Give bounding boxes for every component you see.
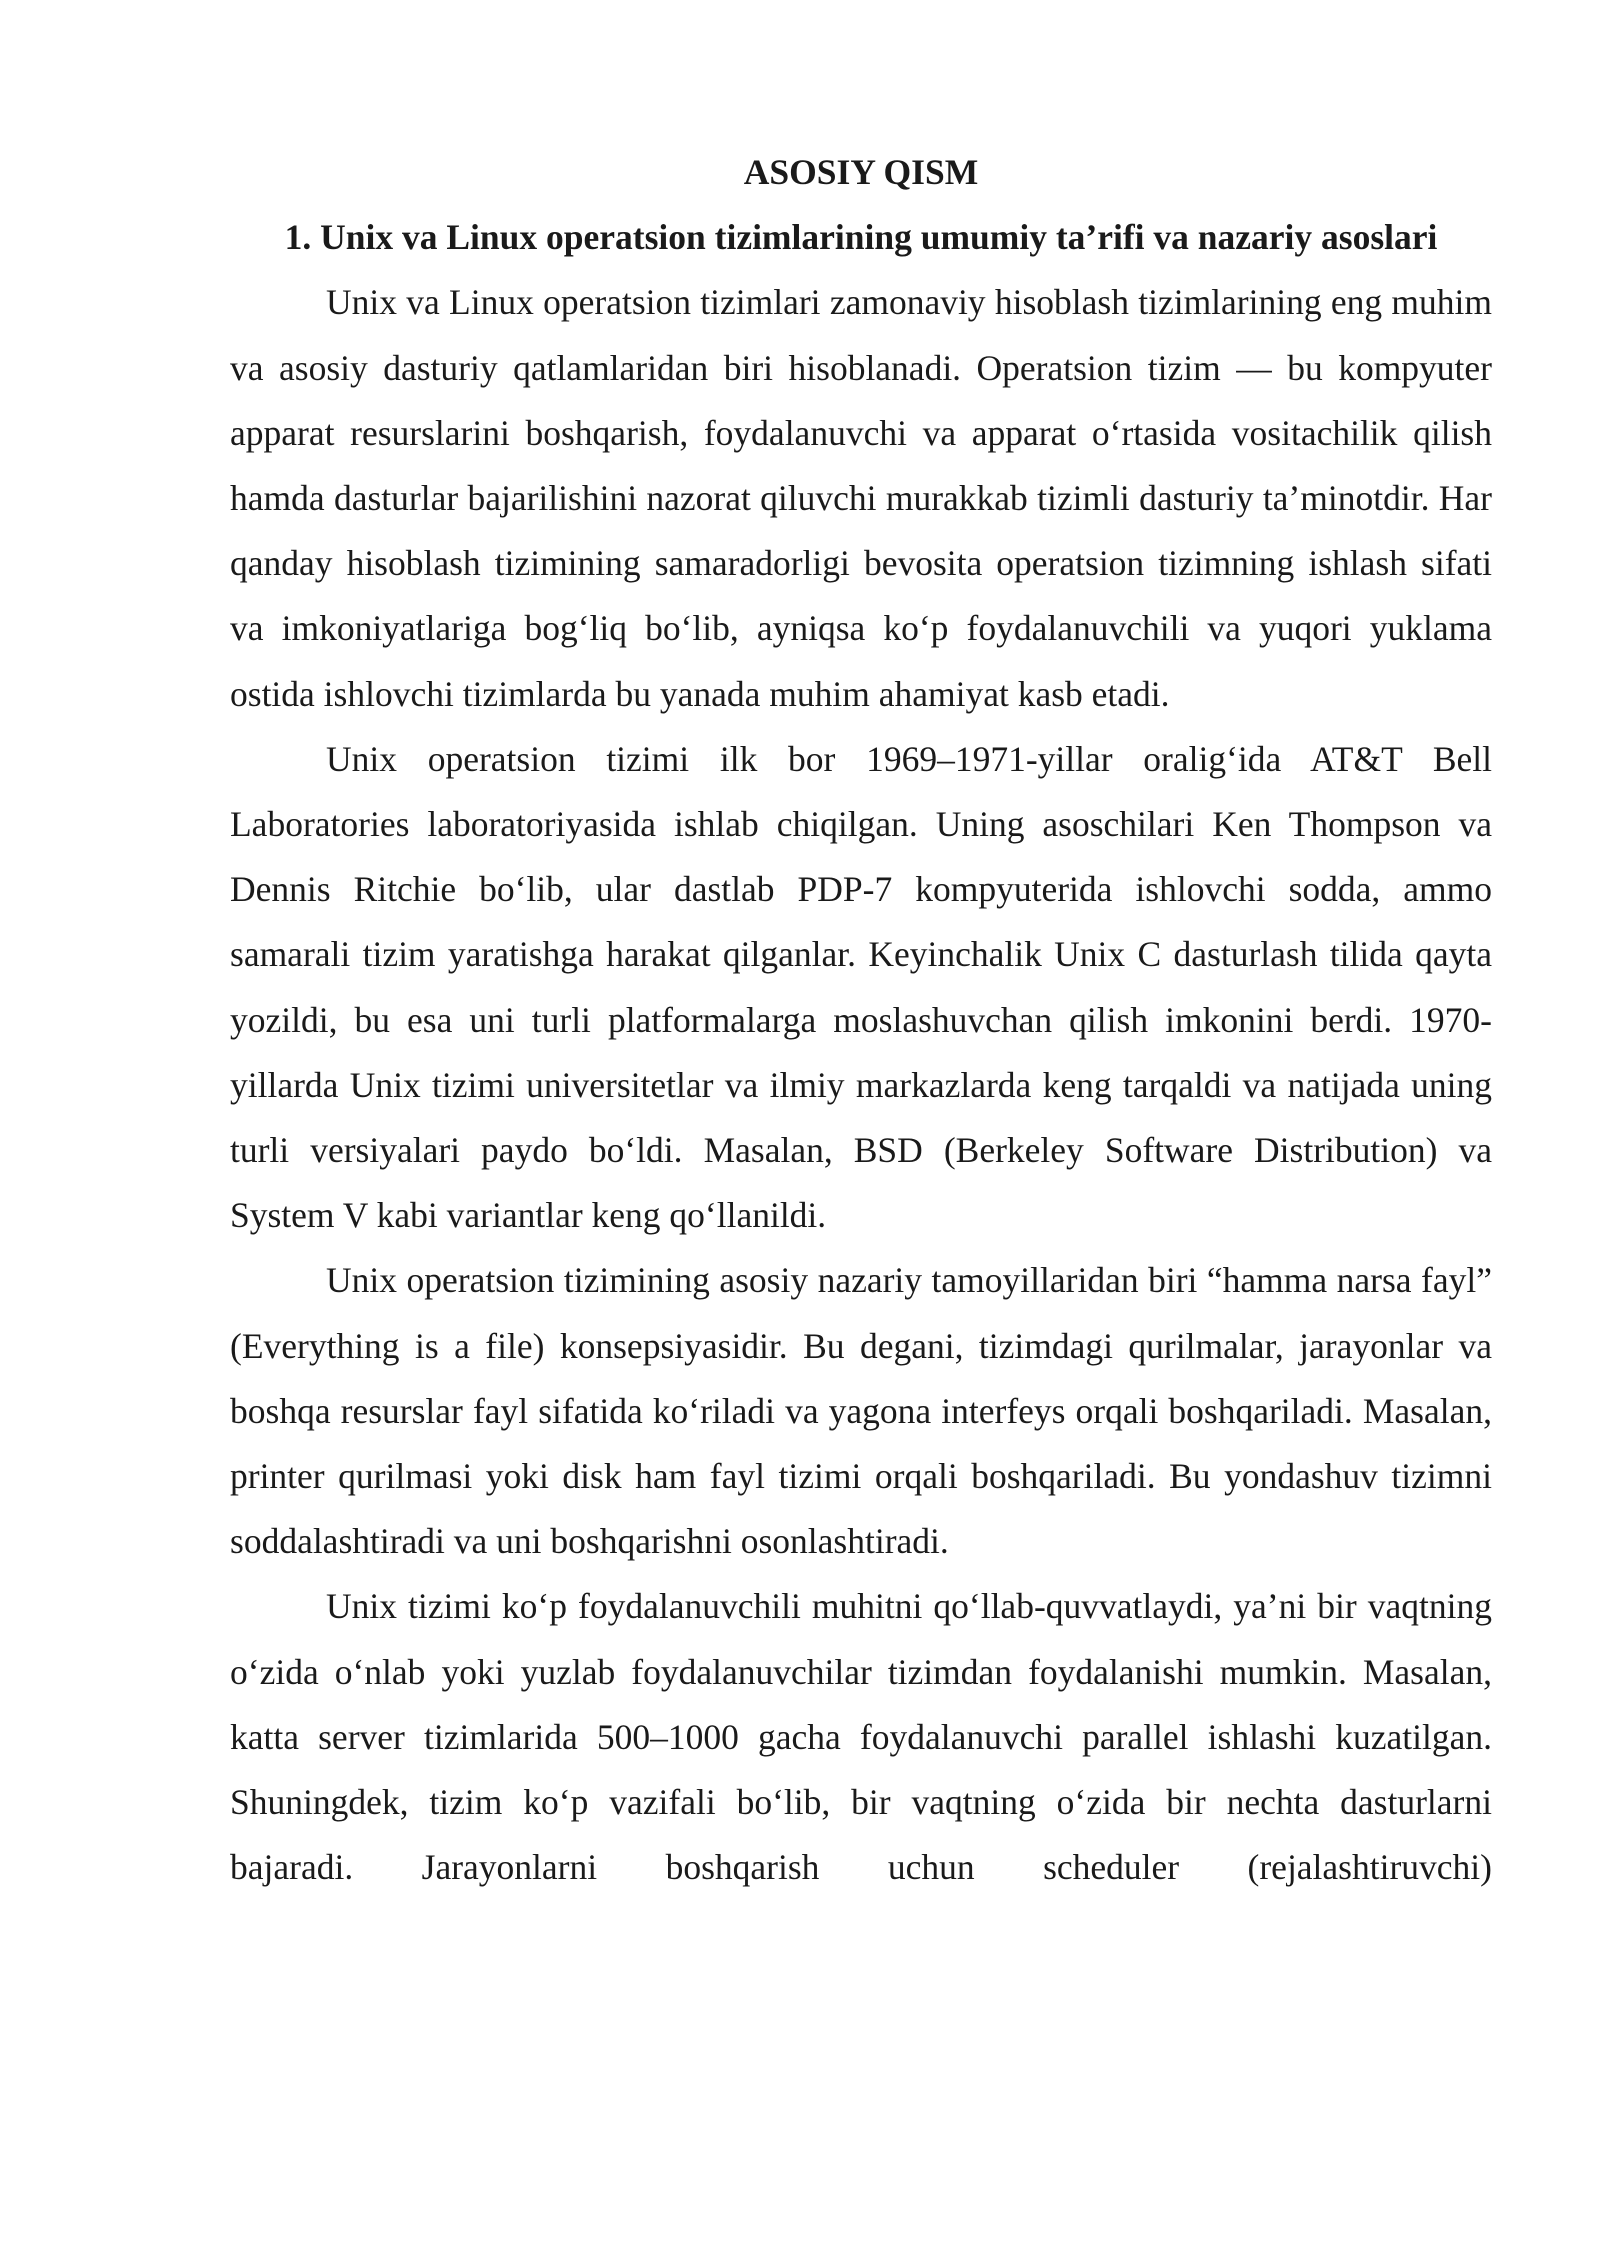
main-heading: ASOSIY QISM [743, 152, 979, 192]
paragraph-2: Unix operatsion tizimi ilk bor 1969–1971-yillar oralig‘ida AT&T Bell Laboratories laboratoriyasida ishlab chiqilgan. Uning asoschilari Ken Thompson va Dennis Ritchie bo‘lib, ular dastlab PDP-7 kompyuterida ishlovchi sodda, ammo samarali tizim yaratishga harakat qilganlar. Keyinchalik Unix C dasturlash tilida qayta yozildi, bu esa uni turli platformalarga moslashuvchan qilish imkonini berdi. 1970-yillarda Unix tizimi universitetlar va ilmiy markazlarda keng tarqaldi va natijada uning turli versiyalari paydo bo‘ldi. Masalan, BSD (Berkeley Software Distribution) va System V kabi variantlar keng qo‘llanildi. [230, 738, 1492, 1236]
document-page [230, 140, 1492, 1900]
section-title: 1. Unix va Linux operatsion tizimlarining umumiy ta’rifi va nazariy asoslari [284, 217, 1438, 258]
paragraph-4: Unix tizimi ko‘p foydalanuvchili muhitni qo‘llab-quvvatlaydi, ya’ni bir vaqtning o‘zida o‘nlab yoki yuzlab foydalanuvchilar tizimdan foydalanishi mumkin. Masalan, katta server tizimlarida 500–1000 gacha foydalanuvchi parallel ishlashi kuzatilgan. Shuningdek, tizim ko‘p vazifali bo‘lib, bir vaqtning o‘zida bir nechta dasturlarni bajaradi. Jarayonlarni boshqarish uchun scheduler (rejalashtiruvchi) [230, 1586, 1492, 1888]
paragraph-1: Unix va Linux operatsion tizimlari zamonaviy hisoblash tizimlarining eng muhim va asosiy dasturiy qatlamlaridan biri hisoblanadi. Operatsion tizim — bu kompyuter apparat resurslarini boshqarish, foydalanuvchi va apparat o‘rtasida vositachilik qilish hamda dasturlar bajarilishini nazorat qiluvchi murakkab tizimli dasturiy ta’minotdir. Har qanday hisoblash tizimining samaradorligi bevosita operatsion tizimning ishlash sifati va imkoniyatlariga bog‘liq bo‘lib, ayniqsa ko‘p foydalanuvchili va yuqori yuklama ostida ishlovchi tizimlarda bu yanada muhim ahamiyat kasb etadi. [230, 282, 1492, 714]
paragraph-3: Unix operatsion tizimining asosiy nazariy tamoyillaridan biri “hamma narsa fayl” (Everything is a file) konsepsiyasidir. Bu degani, tizimdagi qurilmalar, jarayonlar va boshqa resurslar fayl sifatida ko‘riladi va yagona interfeys orqali boshqariladi. Masalan, printer qurilmasi yoki disk ham fayl tizimi orqali boshqariladi. Bu yondashuv tizimni soddalashtiradi va uni boshqarishni osonlashtiradi. [230, 1260, 1492, 1562]
